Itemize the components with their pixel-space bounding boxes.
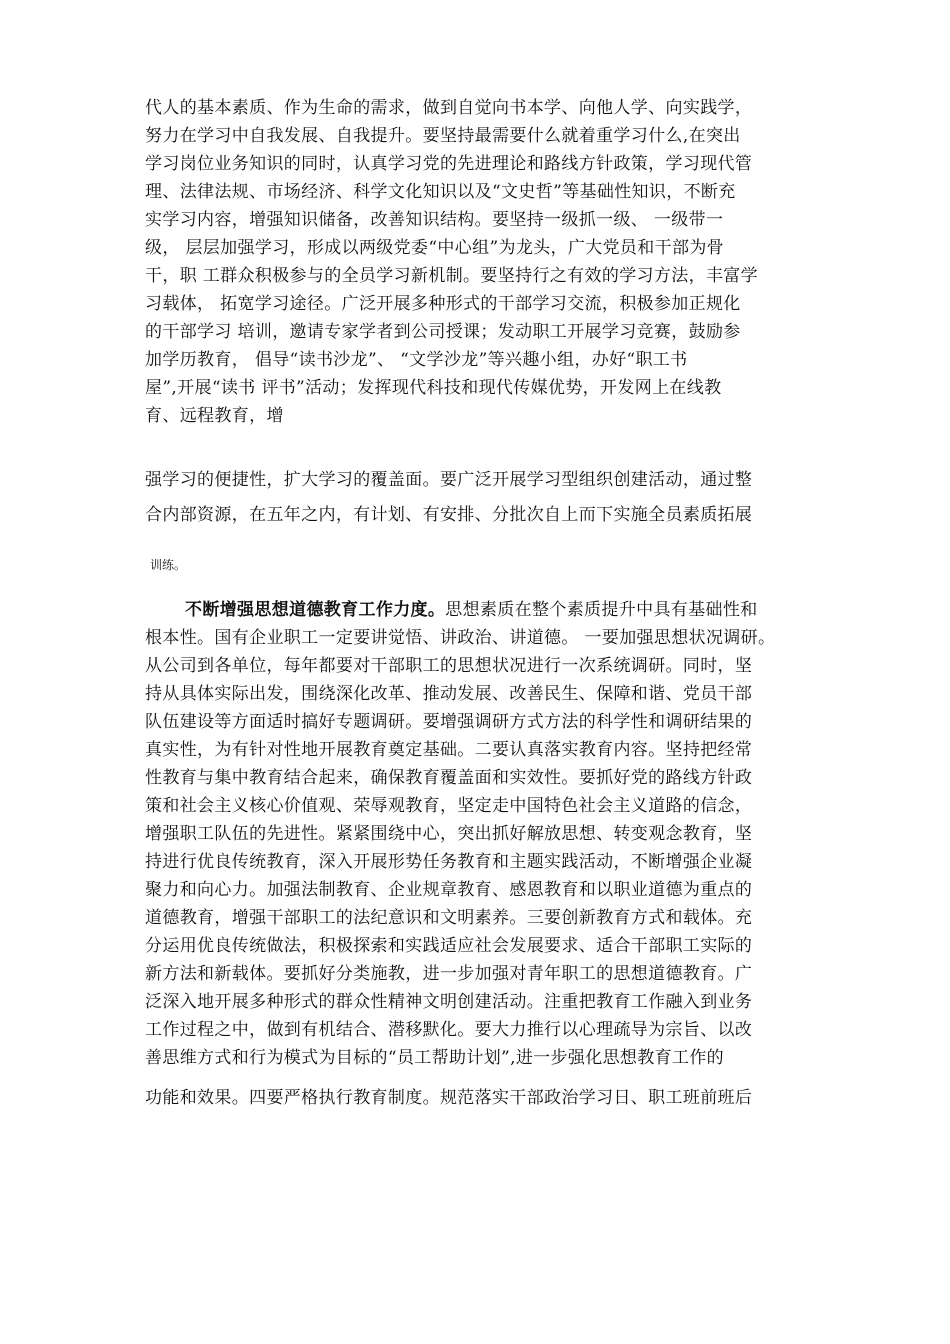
paragraph-line: 强学习的便捷性，扩大学习的覆盖面。要广泛开展学习型组织创建活动，通过整 (145, 470, 753, 490)
paragraph-line: 级， 层层加强学习，形成以两级党委“中心组”为龙头，广大党员和干部为骨 (145, 238, 725, 258)
paragraph-line: 的干部学习 培训，邀请专家学者到公司授课；发动职工开展学习竞赛，鼓励参 (145, 322, 741, 342)
paragraph-line: 育、远程教育，增 (145, 406, 284, 426)
paragraph-line: 分运用优良传统做法，积极探索和实践适应社会发展要求、适合干部职工实际的 (145, 936, 753, 956)
paragraph-line: 加学历教育， 倡导“读书沙龙”、 “文学沙龙”等兴趣小组，办好“职工书 (145, 350, 688, 370)
paragraph-line: 善思维方式和行为模式为目标的“员工帮助计划”,进一步强化思想教育工作的 (145, 1048, 725, 1068)
paragraph-line: 合内部资源，在五年之内，有计划、有安排、分批次自上而下实施全员素质拓展 (145, 505, 753, 525)
paragraph-line: 新方法和新载体。要抓好分类施教，进一步加强对青年职工的思想道德教育。广 (145, 964, 753, 984)
paragraph-line: 策和社会主义核心价值观、荣辱观教育，坚定走中国特色社会主义道路的信念， (145, 796, 753, 816)
section-first-line (185, 597, 815, 623)
paragraph-line: 工作过程之中，做到有机结合、潜移默化。要大力推行以心理疏导为宗旨、以改 (145, 1020, 753, 1040)
section-first-line-text: 思想素质在整个素质提升中具有基础性和 (445, 600, 758, 620)
paragraph-line: 真实性，为有针对性地开展教育奠定基础。二要认真落实教育内容。坚持把经常 (145, 740, 753, 760)
paragraph-line: 持进行优良传统教育，深入开展形势任务教育和主题实践活动，不断增强企业凝 (145, 852, 753, 872)
paragraph-line: 队伍建设等方面适时搞好专题调研。要增强调研方式方法的科学性和调研结果的 (145, 712, 753, 732)
paragraph-line: 聚力和向心力。加强法制教育、企业规章教育、感恩教育和以职业道德为重点的 (145, 880, 753, 900)
paragraph-line: 理、法律法规、市场经济、科学文化知识以及“文史哲”等基础性知识，不断充 (145, 182, 736, 202)
paragraph-line: 道德教育，增强干部职工的法纪意识和文明素养。三要创新教育方式和载体。充 (145, 908, 753, 928)
paragraph-line: 泛深入地开展多种形式的群众性精神文明创建活动。注重把教育工作融入到业务 (145, 992, 753, 1012)
paragraph-line: 干，职 工群众积极参与的全员学习新机制。要坚持行之有效的学习方法，丰富学 (145, 266, 759, 286)
small-text-line: 训练。 (150, 558, 187, 572)
paragraph-line: 习载体， 拓宽学习途径。广泛开展多种形式的干部学习交流，积极参加正规化 (145, 294, 741, 314)
paragraph-line: 持从具体实际出发，围绕深化改革、推动发展、改善民生、保障和谐、党员干部 (145, 684, 753, 704)
paragraph-line: 从公司到各单位，每年都要对干部职工的思想状况进行一次系统调研。同时，坚 (145, 656, 753, 676)
paragraph-line: 屋”,开展“读书 评书”活动；发挥现代科技和现代传媒优势，开发网上在线教 (145, 378, 722, 398)
paragraph-line: 性教育与集中教育结合起来，确保教育覆盖面和实效性。要抓好党的路线方针政 (145, 768, 753, 788)
paragraph-line: 功能和效果。四要严格执行教育制度。规范落实干部政治学习日、职工班前班后 (145, 1088, 753, 1108)
paragraph-line: 代人的基本素质、作为生命的需求，做到自觉向书本学、向他人学、向实践学， (145, 98, 753, 118)
paragraph-line: 学习岗位业务知识的同时，认真学习党的先进理论和路线方针政策，学习现代管 (145, 154, 753, 174)
paragraph-line: 增强职工队伍的先进性。紧紧围绕中心，突出抓好解放思想、转变观念教育，坚 (145, 824, 753, 844)
paragraph-line: 根本性。国有企业职工一定要讲觉悟、讲政治、讲道德。 一要加强思想状况调研。 (145, 628, 776, 648)
section-heading: 不断增强思想道德教育工作力度。 (185, 600, 446, 620)
paragraph-line: 努力在学习中自我发展、自我提升。要坚持最需要什么就着重学习什么,在突出 (145, 126, 741, 146)
paragraph-line: 实学习内容，增强知识储备，改善知识结构。要坚持一级抓一级、 一级带一 (145, 210, 724, 230)
